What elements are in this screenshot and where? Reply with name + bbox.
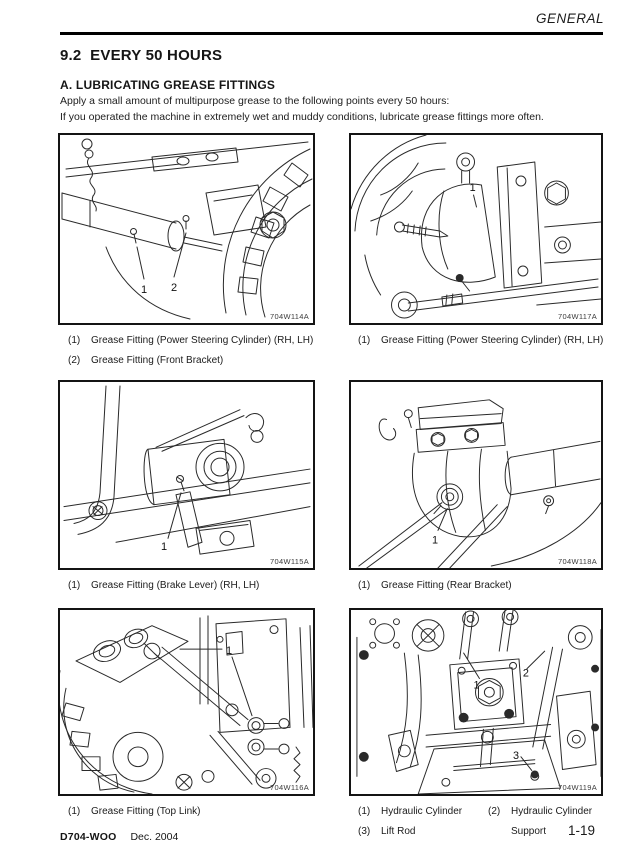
callout-label: 1 <box>473 679 480 692</box>
figure-code: 704W115A <box>270 557 309 566</box>
figure-illustration-front-axle <box>60 135 313 323</box>
caption-text: Support <box>511 826 547 837</box>
caption-text: Grease Fitting (Top Link) <box>91 806 201 817</box>
figure-frame-704W119A <box>349 608 603 796</box>
caption-line <box>358 802 488 822</box>
figure-captions <box>68 576 338 596</box>
figure-frame-704W117A <box>349 133 603 325</box>
callout-label: 3 <box>513 749 520 762</box>
callout-label: 1 <box>141 284 148 296</box>
callout-label: 1 <box>432 534 439 547</box>
figure-code: 704W117A <box>558 312 597 321</box>
figure-frame-704W114A <box>58 133 315 325</box>
figure-captions <box>358 331 608 351</box>
caption-line <box>358 331 608 351</box>
callout-label: 2 <box>171 282 178 294</box>
figure-code: 704W118A <box>558 557 597 566</box>
caption-text: Hydraulic Cylinder <box>381 806 463 817</box>
caption-number: (1) <box>358 335 371 346</box>
caption-text: Grease Fitting (Front Bracket) <box>91 355 224 366</box>
figure-illustration-steering-knuckle <box>351 135 601 323</box>
callout-label: 1 <box>469 181 476 195</box>
figure-captions <box>358 576 608 596</box>
caption-number: (3) <box>358 826 371 837</box>
caption-text: Hydraulic Cylinder <box>511 806 593 817</box>
caption-number: (1) <box>358 580 371 591</box>
caption-number <box>488 822 511 842</box>
caption-number: (2) <box>68 355 81 366</box>
figure-captions <box>358 802 603 842</box>
caption-line <box>68 331 338 351</box>
caption-text: Lift Rod <box>381 826 416 837</box>
figure-illustration-top-link <box>60 610 313 794</box>
figure-illustration-rear-bracket <box>351 382 601 568</box>
caption-text: Grease Fitting (Brake Lever) (RH, LH) <box>91 580 260 591</box>
figure-captions <box>68 802 338 822</box>
callout-label: 2 <box>522 667 529 680</box>
caption-number: (1) <box>68 335 81 346</box>
callout-label: 1 <box>161 541 168 554</box>
figure-frame-704W118A <box>349 380 603 570</box>
intro-line-2: If you operated the machine in extremely wet and muddy conditions, lubricate grease fittings more often. <box>60 111 544 123</box>
running-head: GENERAL <box>535 11 604 26</box>
figure-frame-704W115A <box>58 380 315 570</box>
callout-label: 1 <box>226 645 233 658</box>
section-title: 9.2 EVERY 50 HOURS <box>60 47 223 64</box>
caption-line <box>488 802 603 822</box>
caption-number: (2) <box>488 806 501 817</box>
footer-date: Dec. 2004 <box>130 831 179 843</box>
figure-frame-704W116A <box>58 608 315 796</box>
caption-text: Grease Fitting (Rear Bracket) <box>381 580 512 591</box>
footer-doc-code: D704-WOO <box>60 831 117 843</box>
subsection-title: A. LUBRICATING GREASE FITTINGS <box>60 78 276 92</box>
caption-line <box>68 802 338 822</box>
figure-illustration-hydraulic-cylinder <box>351 610 601 794</box>
caption-line <box>68 351 338 371</box>
figure-code: 704W119A <box>558 783 597 792</box>
footer <box>60 831 178 843</box>
page-number: 1-19 <box>568 823 596 838</box>
caption-number: (1) <box>68 806 81 817</box>
caption-line <box>358 576 608 596</box>
header-rule <box>60 32 603 35</box>
figure-code: 704W114A <box>270 312 309 321</box>
caption-text: Grease Fitting (Power Steering Cylinder) (RH, LH) <box>91 335 314 346</box>
figure-code: 704W116A <box>270 783 309 792</box>
caption-number: (1) <box>68 580 81 591</box>
figure-captions <box>68 331 338 371</box>
caption-column-1 <box>358 802 488 842</box>
intro-line-1: Apply a small amount of multipurpose grease to the following points every 50 hours: <box>60 95 450 107</box>
caption-number: (1) <box>358 806 371 817</box>
caption-line <box>358 822 488 842</box>
figure-illustration-brake-lever <box>60 382 313 568</box>
caption-line <box>68 576 338 596</box>
caption-text: Grease Fitting (Power Steering Cylinder) (RH, LH) <box>381 335 604 346</box>
